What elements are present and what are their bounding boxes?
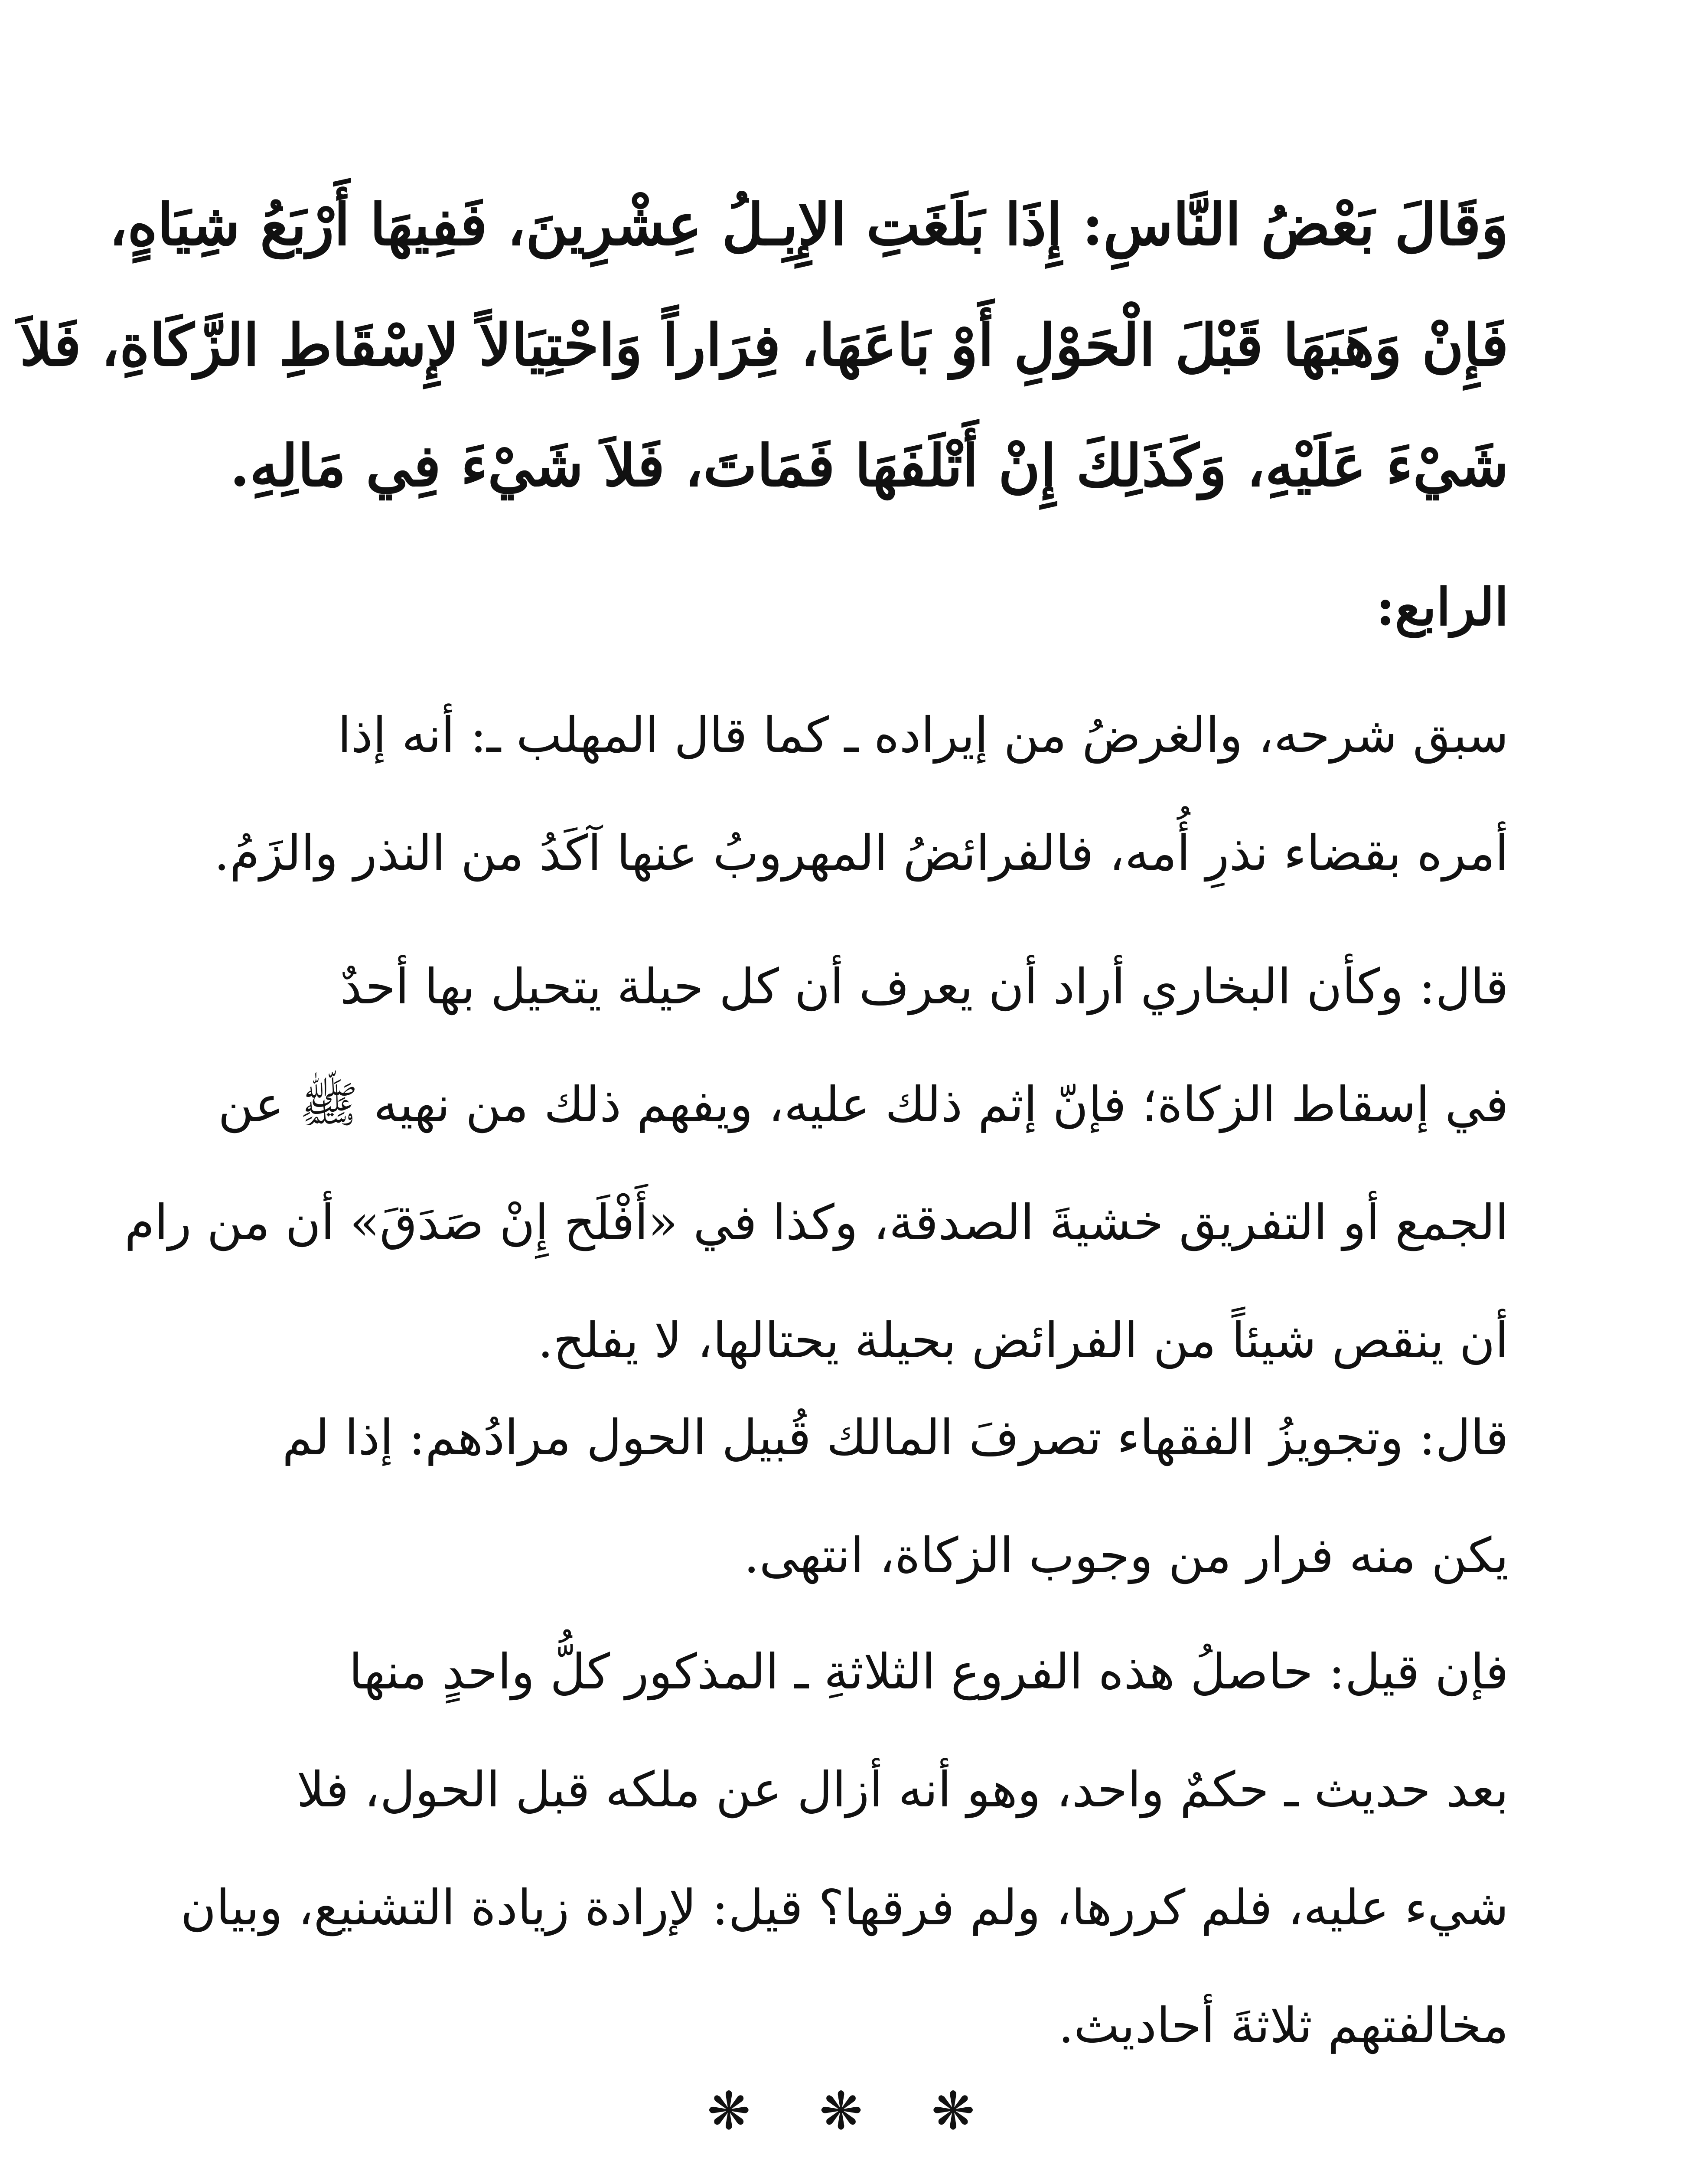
paragraph-2 <box>124 928 1509 1400</box>
paragraph-line: بعد حديث ـ حكمٌ واحد، وهو أنه أزال عن ملكه قبل الحول، فلا <box>297 1762 1509 1818</box>
paragraph-line: قال: وتجويزُ الفقهاء تصرفَ المالك قُبيل الحول مرادُهم: إذا لم <box>282 1410 1509 1466</box>
paragraph-line: شيء عليه، فلم كررها، ولم فرقها؟ قيل: لإرادة زيادة التشنيع، وبيان <box>180 1880 1509 1936</box>
paragraph-1 <box>212 676 1509 912</box>
paragraph-line: الجمع أو التفريق خشيةَ الصدقة، وكذا في «أَفْلَح إِنْ صَدَقَ» أن من رام <box>124 1195 1509 1251</box>
paragraph-line: فإن قيل: حاصلُ هذه الفروع الثلاثةِ ـ المذكور كلُّ واحدٍ منها <box>349 1644 1509 1700</box>
paragraph-line: أن ينقص شيئاً من الفرائض بحيلة يحتالها، لا يفلح. <box>538 1313 1509 1369</box>
paragraph-line: أمره بقضاء نذرِ أُمه، فالفرائضُ المهروبُ عنها آكَدُ من النذر والزَمُ. <box>214 825 1509 882</box>
paragraph-line: مخالفتهم ثلاثةَ أحاديث. <box>1058 1998 1509 2054</box>
hadith-line: وَقَالَ بَعْضُ النَّاسِ: إِذَا بَلَغَتِ الإِبِـلُ عِشْرِينَ، فَفِيهَا أَرْبَعُ شِيَاهٍ، <box>109 191 1509 258</box>
section-separator-stars: ❋ ❋ ❋ <box>707 2081 1001 2142</box>
paragraph-4 <box>180 1613 1509 2085</box>
paragraph-line: في إسقاط الزكاة؛ فإنّ إثم ذلك عليه، ويفهم ذلك من نهيه ﷺ عن <box>218 1077 1509 1133</box>
hadith-text <box>20 165 1509 526</box>
section-heading: الرابع: <box>1376 577 1509 637</box>
paragraph-line: قال: وكأن البخاري أراد أن يعرف أن كل حيلة يتحيل بها أحدٌ <box>340 959 1509 1015</box>
paragraph-3 <box>212 1379 1509 1615</box>
hadith-line: فَإِنْ وَهَبَهَا قَبْلَ الْحَوْلِ أَوْ بَاعَهَا، فِرَاراً وَاحْتِيَالاً لإِسْقَاطِ الزَّكَاةِ، فَلاَ <box>20 312 1509 379</box>
paragraph-line: يكن منه فرار من وجوب الزكاة، انتهى. <box>743 1528 1509 1584</box>
paragraph-line: سبق شرحه، والغرضُ من إيراده ـ كما قال المهلب ـ: أنه إذا <box>337 707 1509 764</box>
hadith-line: شَيْءَ عَلَيْهِ، وَكَذَلِكَ إِنْ أَتْلَفَهَا فَمَاتَ، فَلاَ شَيْءَ فِي مَالِهِ. <box>230 432 1509 500</box>
